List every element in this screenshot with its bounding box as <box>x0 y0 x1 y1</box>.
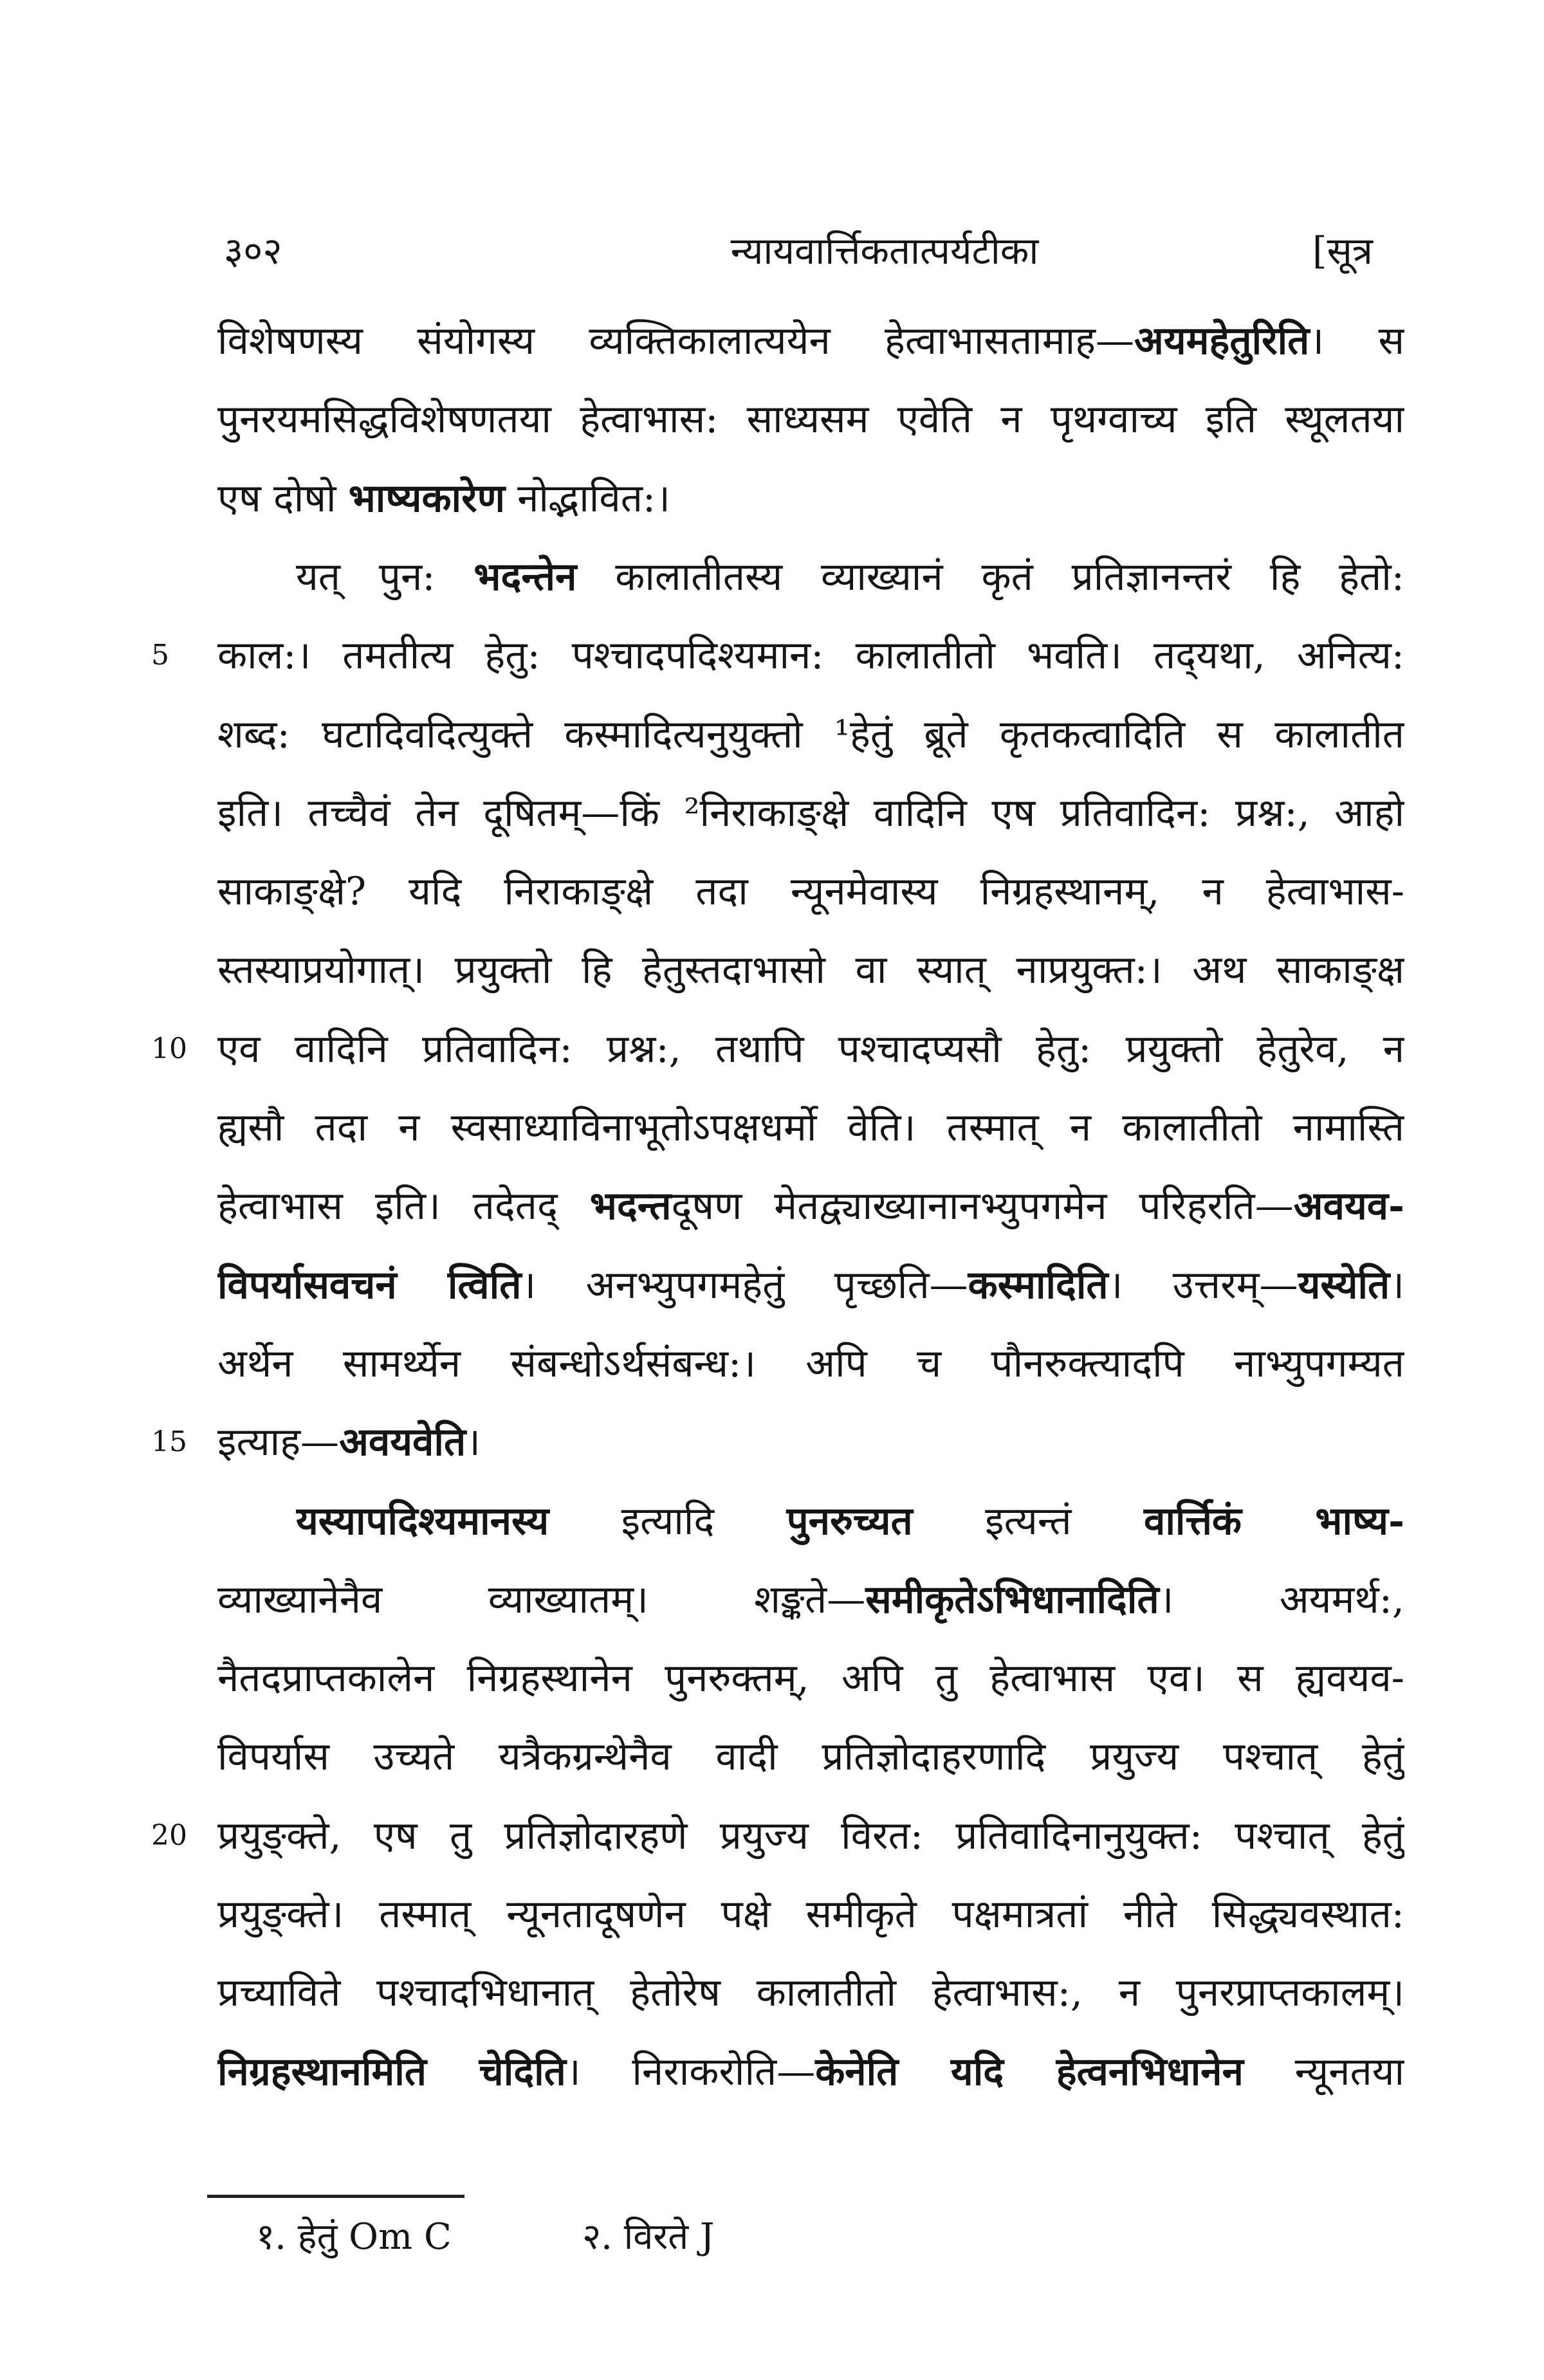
text-run: हेत्वाभास इति। तदेतद् <box>217 1184 590 1229</box>
text-run: शब्द: घटादिवदित्युक्ते कस्मादित्यनुयुक्तो ¹हेतुं ब्रूते कृतकत्वादिति स कालातीत <box>217 712 1404 757</box>
bold-term: भदन्तेन <box>473 554 577 600</box>
line-number: 20 <box>151 1819 187 1852</box>
bold-term: कस्मादिति <box>968 1263 1108 1308</box>
text-run: । अयमर्थ:, <box>1159 1577 1404 1622</box>
bold-term: विपर्यासवचनं त्विति <box>217 1263 522 1308</box>
text-line <box>217 1089 1404 1166</box>
text-run: व्याख्यानेनैव व्याख्यातम्। शङ्कते— <box>217 1577 866 1622</box>
text-run: दूषण मेतद्व्याख्यानानभ्युपगमेन परिहरति— <box>671 1184 1294 1229</box>
text-run: स्तस्याप्रयोगात्। प्रयुक्तो हि हेतुस्तदाभासो वा स्यात् नाप्रयुक्त:। अथ साकाङ्क्ष <box>217 947 1404 993</box>
bold-term: अयमहेतुरिति <box>1134 318 1310 363</box>
text-run: । <box>466 1420 481 1465</box>
text-run: न्यूनतया <box>1243 2049 1404 2094</box>
text-run: कालातीतस्य व्याख्यानं कृतं प्रतिज्ञानन्तरं हि हेतो: <box>576 554 1404 600</box>
text-line <box>217 1404 1404 1481</box>
bold-term: केनेति यदि हेत्वनभिधानेन <box>815 2049 1244 2094</box>
footnote-2: २. विरते J <box>582 2216 715 2258</box>
text-run: इत्याह— <box>217 1420 340 1465</box>
bold-term: यस्येति <box>1298 1263 1390 1308</box>
text-run: इति। तच्चैवं तेन दूषितम्—किं ²निराकाङ्क्षे वादिनि एष प्रतिवादिन: प्रश्न:, आहो <box>217 791 1404 836</box>
line-number: 15 <box>151 1425 187 1458</box>
bold-term: भदन्त <box>589 1184 672 1229</box>
text-line <box>217 381 1404 458</box>
text-line <box>296 1483 1404 1560</box>
text-line <box>217 1561 1404 1638</box>
bold-term: वार्त्तिकं भाष्य- <box>1144 1499 1404 1544</box>
text-run: नैतदप्राप्तकालेन निग्रहस्थानेन पुनरुक्तम्, अपि तु हेत्वाभास एव। स ह्यवयव- <box>217 1656 1404 1701</box>
text-run: । <box>1390 1263 1404 1308</box>
text-line <box>217 1011 1404 1088</box>
text-line <box>217 1325 1404 1402</box>
text-line <box>217 1876 1404 1953</box>
text-run: । उत्तरम्— <box>1108 1263 1298 1308</box>
text-run: साकाङ्क्षे? यदि निराकाङ्क्षे तदा न्यूनमेवास्य निग्रहस्थानम्, न हेत्वाभास- <box>217 869 1404 914</box>
text-run: एव वादिनि प्रतिवादिन: प्रश्न:, तथापि पश्चादप्यसौ हेतु: प्रयुक्तो हेतुरेव, न <box>217 1027 1404 1072</box>
text-run: ह्यसौ तदा न स्वसाध्याविनाभूतोऽपक्षधर्मो वेति। तस्मात् न कालातीतो नामास्ति <box>217 1105 1404 1150</box>
text-line <box>217 696 1404 773</box>
text-run: विपर्यास उच्यते यत्रैकग्रन्थेनैव वादी प्रतिज्ञोदाहरणादि प्रयुज्य पश्चात् हेतुं <box>217 1734 1404 1779</box>
text-run: प्रच्याविते पश्चादभिधानात् हेतोरेष कालातीतो हेत्वाभास:, न पुनरप्राप्तकालम्। <box>217 1970 1404 2015</box>
text-run: प्रयुङ्क्ते। तस्मात् न्यूनतादूषणेन पक्षे समीकृते पक्षमात्रतां नीते सिद्ध्यवस्थात: <box>217 1892 1404 1937</box>
bold-term: समीकृतेऽभिधानादिति <box>865 1577 1159 1622</box>
text-line <box>217 617 1404 694</box>
text-line <box>217 1247 1404 1324</box>
text-line <box>217 774 1404 852</box>
text-line <box>217 931 1404 1009</box>
text-line <box>217 2033 1404 2110</box>
text-line <box>217 1640 1404 1717</box>
text-line <box>296 538 1404 616</box>
text-line <box>217 302 1404 380</box>
line-number: 10 <box>151 1032 187 1065</box>
text-run: इत्यन्तं <box>912 1499 1144 1544</box>
bold-term: अवयवेति <box>339 1420 466 1465</box>
text-run: । निराकरोति— <box>565 2049 816 2094</box>
text-run: एष दोषो <box>217 476 349 521</box>
text-line <box>217 460 1404 537</box>
page-number: ३०२ <box>224 229 282 273</box>
bold-term: अवयव- <box>1293 1184 1404 1229</box>
text-run: । स <box>1309 318 1404 363</box>
text-line <box>217 853 1404 930</box>
text-run: इत्यादि <box>549 1499 787 1544</box>
text-run: विशेषणस्य संयोगस्य व्यक्तिकालात्ययेन हेत्वाभासतामाह— <box>217 318 1134 363</box>
bold-term: यस्यापदिश्यमानस्य <box>296 1499 549 1544</box>
bold-term: भाष्यकारेण <box>348 476 505 521</box>
text-run: यत् पुन: <box>296 554 474 600</box>
text-run: । अनभ्युपगमहेतुं पृच्छति— <box>521 1263 968 1308</box>
bold-term: पुनरुच्यत <box>786 1499 913 1544</box>
text-run: प्रयुङ्क्ते, एष तु प्रतिज्ञोदारहणे प्रयुज्य विरत: प्रतिवादिनानुयुक्त: पश्चात् हेतुं <box>217 1813 1404 1858</box>
text-line <box>217 1718 1404 1795</box>
text-line <box>217 1167 1404 1245</box>
footnote-1: १. हेतुं Om C <box>256 2216 452 2258</box>
sutra-marker: [सूत्र <box>1312 229 1373 273</box>
text-line <box>217 1797 1404 1874</box>
text-line <box>217 1954 1404 2031</box>
text-run: काल:। तमतीत्य हेतु: पश्चादपदिश्यमान: कालातीतो भवति। तद्‌यथा, अनित्य: <box>217 633 1404 678</box>
bold-term: निग्रहस्थानमिति चेदिति <box>217 2049 566 2094</box>
footnote-rule <box>207 2195 464 2198</box>
running-title: न्यायवार्त्तिकतात्पर्यटीका <box>730 229 1039 273</box>
text-run: पुनरयमसिद्धविशेषणतया हेत्वाभास: साध्यसम एवेति न पृथग्वाच्य इति स्थूलतया <box>217 397 1404 442</box>
line-number: 5 <box>151 639 169 672</box>
text-run: नोद्भावित:। <box>505 476 670 521</box>
text-run: अर्थेन सामर्थ्येन संबन्धोऽर्थसंबन्ध:। अपि च पौनरुक्त्यादपि नाभ्युपगम्यत <box>217 1341 1404 1386</box>
